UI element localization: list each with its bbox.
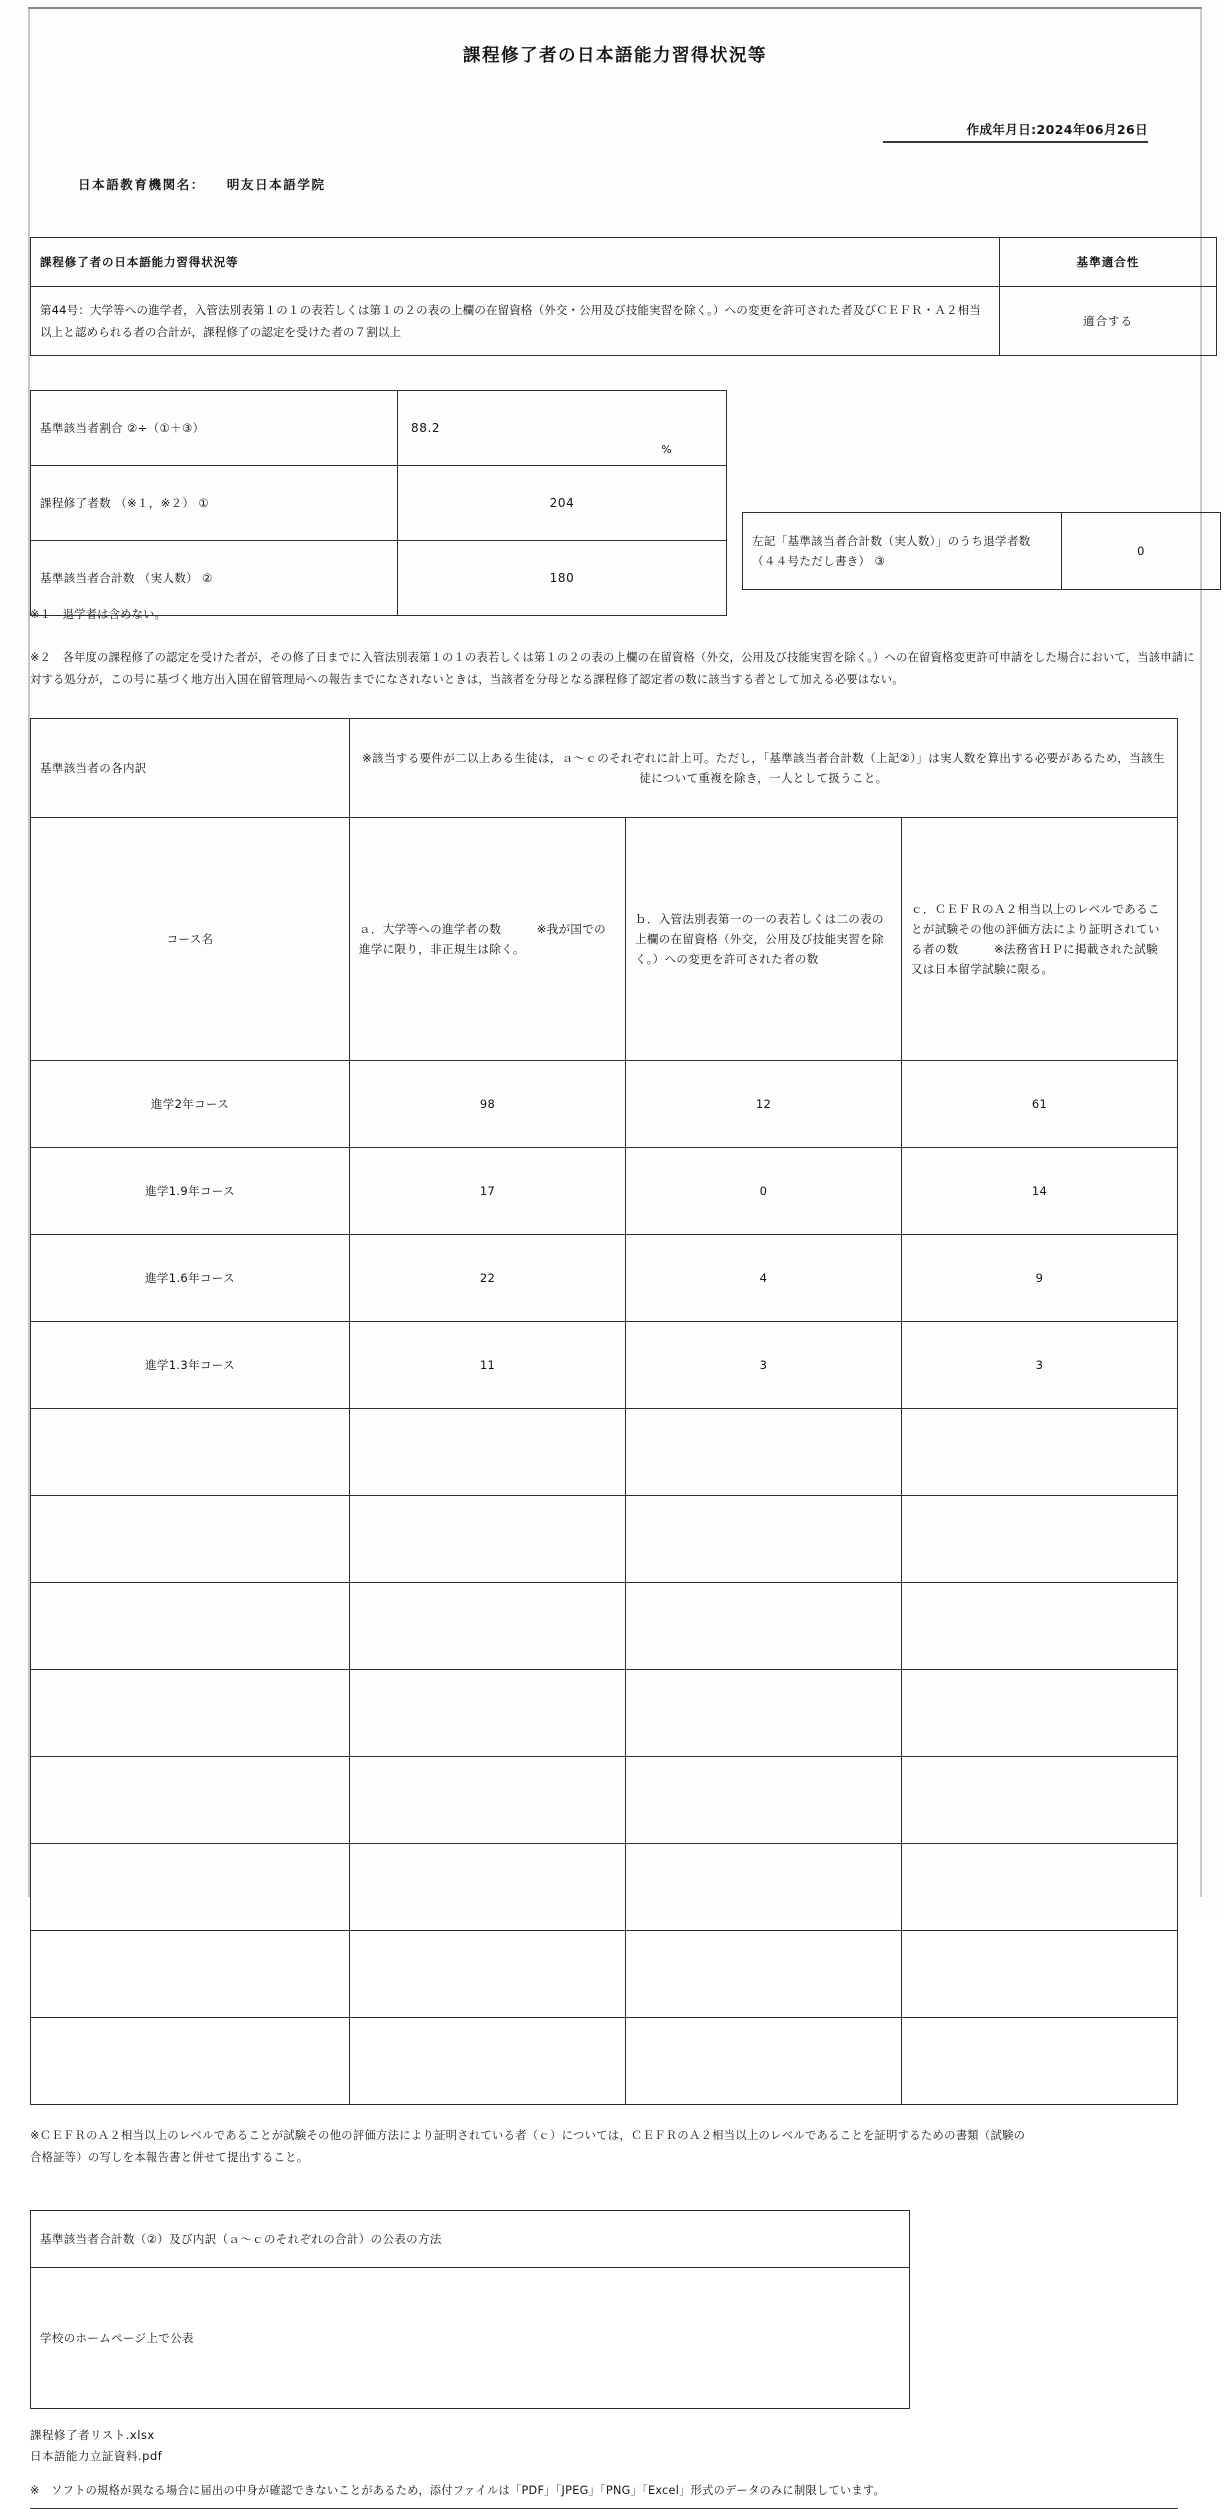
attachment-file-2: 日本語能力立証資料.pdf xyxy=(30,2446,1200,2467)
note-1: ※１ 退学者は含めない。 xyxy=(30,604,1200,627)
criteria-header-row xyxy=(31,238,1217,287)
breakdown-title-row xyxy=(31,718,1178,817)
course-c-value: 14 xyxy=(902,1147,1178,1234)
attachments-block xyxy=(30,2425,1200,2468)
withdrawn-value: 0 xyxy=(1062,513,1221,590)
breakdown-col-c: ｃ．ＣＥＦＲのＡ２相当以上のレベルであることが試験その他の評価方法により証明されている者の数 ※法務省ＨＰに掲載された試験又は日本留学試験に限る。 xyxy=(902,817,1178,1060)
course-name: 進学1.3年コース xyxy=(31,1321,350,1408)
course-c-value xyxy=(902,1930,1178,2017)
percent-sign: % xyxy=(661,440,672,459)
breakdown-header-row xyxy=(31,817,1178,1060)
withdrawn-row xyxy=(743,513,1221,590)
document-sheet xyxy=(30,10,1200,2509)
criteria-header-left: 課程修了者の日本語能力習得状況等 xyxy=(31,238,1000,287)
table-row xyxy=(31,1234,1178,1321)
course-c-value: 3 xyxy=(902,1321,1178,1408)
breakdown-col-b: ｂ．入管法別表第一の一の表若しくは二の表の上欄の在留資格（外交，公用及び技能実習を除く。）への変更を許可された者の数 xyxy=(626,817,902,1060)
course-name xyxy=(31,2017,350,2104)
criteria-table xyxy=(30,237,1217,356)
table-row xyxy=(31,1321,1178,1408)
creation-date-label: 作成年月日: xyxy=(967,122,1037,137)
publication-header: 基準該当者合計数（②）及び内訳（ａ〜ｃのそれぞれの合計）の公表の方法 xyxy=(31,2210,910,2267)
course-name: 進学1.9年コース xyxy=(31,1147,350,1234)
table-row xyxy=(31,1582,1178,1669)
note-2: ※２ 各年度の課程修了の認定を受けた者が，その修了日までに入管法別表第１の１の表若しくは第１の２の表の上欄の在留資格（外交，公用及び技能実習を除く。）への在留資格変更許可申請をした場合において，当該申請に対する処分が，この号に基づく地方出入国在留管理局への報告までになされないときは，当該者を分母となる課程修了認定者の数に該当する者として加える必要はない。 xyxy=(30,647,1200,692)
withdrawn-table xyxy=(742,512,1221,590)
course-b-value xyxy=(626,1930,902,2017)
breakdown-col-a: ａ．大学等への進学者の数 ※我が国での進学に限り，非正規生は除く。 xyxy=(350,817,626,1060)
course-name: 進学2年コース xyxy=(31,1060,350,1147)
course-c-value: 61 xyxy=(902,1060,1178,1147)
course-a-value: 11 xyxy=(350,1321,626,1408)
breakdown-table xyxy=(30,718,1178,2105)
criteria-body-row xyxy=(31,287,1217,356)
page-title: 課程修了者の日本語能力習得状況等 xyxy=(30,42,1200,67)
completers-label: 課程修了者数 （※１，※２） ① xyxy=(31,466,398,541)
cefr-footnote: ※ＣＥＦＲのＡ２相当以上のレベルであることが試験その他の評価方法により証明されている者（ｃ）については，ＣＥＦＲのＡ２相当以上のレベルであることを証明するための書類（試験の合格証等）の写しを本報告書と併せて提出すること。 xyxy=(30,2125,1030,2170)
course-name xyxy=(31,1930,350,2017)
course-a-value xyxy=(350,1669,626,1756)
course-name xyxy=(31,1669,350,1756)
course-b-value xyxy=(626,1756,902,1843)
breakdown-note: ※該当する要件が二以上ある生徒は，ａ〜ｃのそれぞれに計上可。ただし，「基準該当者合計数（上記②）」は実人数を算出する必要があるため，当該生徒について重複を除き，一人として扱うこと。 xyxy=(350,718,1178,817)
course-c-value xyxy=(902,1408,1178,1495)
publication-header-row xyxy=(31,2210,910,2267)
table-row xyxy=(31,1408,1178,1495)
course-name xyxy=(31,1582,350,1669)
course-a-value: 22 xyxy=(350,1234,626,1321)
course-c-value xyxy=(902,1843,1178,1930)
qualified-label: 基準該当者合計数 （実人数） ② xyxy=(31,541,398,616)
creation-date-block xyxy=(30,119,1200,143)
course-b-value: 0 xyxy=(626,1147,902,1234)
course-b-value: 3 xyxy=(626,1321,902,1408)
course-b-value: 12 xyxy=(626,1060,902,1147)
table-row xyxy=(31,1147,1178,1234)
criteria-body-text: 第44号：大学等への進学者，入管法別表第１の１の表若しくは第１の２の表の上欄の在留資格（外交・公用及び技能実習を除く。）への変更を許可された者及びＣＥＦＲ・Ａ２相当以上と認められる者の合計が，課程修了の認定を受けた者の７割以上 xyxy=(31,287,1000,356)
course-c-value xyxy=(902,1582,1178,1669)
ratio-value-cell xyxy=(398,391,727,466)
course-a-value xyxy=(350,1495,626,1582)
table-row xyxy=(31,1756,1178,1843)
course-b-value: 4 xyxy=(626,1234,902,1321)
table-row xyxy=(31,1669,1178,1756)
course-c-value xyxy=(902,1669,1178,1756)
qualified-value-cell xyxy=(398,541,727,616)
ratio-row xyxy=(31,391,727,466)
course-c-value xyxy=(902,2017,1178,2104)
course-a-value xyxy=(350,2017,626,2104)
course-name: 進学1.6年コース xyxy=(31,1234,350,1321)
course-b-value xyxy=(626,1582,902,1669)
course-b-value xyxy=(626,1408,902,1495)
course-name xyxy=(31,1843,350,1930)
table-row xyxy=(31,1495,1178,1582)
course-b-value xyxy=(626,2017,902,2104)
qualified-value: 180 xyxy=(407,568,717,589)
institution-line xyxy=(30,175,1200,193)
attachment-file-1: 課程修了者リスト.xlsx xyxy=(30,2425,1200,2446)
ratio-value: 88.2 xyxy=(407,418,717,439)
course-a-value xyxy=(350,1843,626,1930)
course-c-value xyxy=(902,1495,1178,1582)
qualified-row xyxy=(31,541,727,616)
breakdown-title: 基準該当者の各内訳 xyxy=(31,718,350,817)
date-underline xyxy=(883,141,1148,143)
table-row xyxy=(31,1843,1178,1930)
course-name xyxy=(31,1495,350,1582)
table-row xyxy=(31,1930,1178,2017)
course-a-value xyxy=(350,1930,626,2017)
completers-value-cell xyxy=(398,466,727,541)
course-c-value: 9 xyxy=(902,1234,1178,1321)
course-name xyxy=(31,1756,350,1843)
course-a-value xyxy=(350,1582,626,1669)
course-a-value: 17 xyxy=(350,1147,626,1234)
breakdown-col-course: コース名 xyxy=(31,817,350,1060)
criteria-header-right: 基準適合性 xyxy=(1000,238,1217,287)
institution-name: 明友日本語学院 xyxy=(227,177,326,192)
statistics-table xyxy=(30,390,727,616)
course-c-value xyxy=(902,1756,1178,1843)
creation-date-value: 2024年06月26日 xyxy=(1037,122,1148,137)
publication-body-row xyxy=(31,2267,910,2408)
course-name xyxy=(31,1408,350,1495)
table-row xyxy=(31,2017,1178,2104)
notes-block xyxy=(30,604,1200,692)
course-b-value xyxy=(626,1495,902,1582)
table-row xyxy=(31,1060,1178,1147)
publication-table xyxy=(30,2210,910,2409)
ratio-label: 基準該当者割合 ②÷（①＋③） xyxy=(31,391,398,466)
course-a-value xyxy=(350,1756,626,1843)
course-a-value: 98 xyxy=(350,1060,626,1147)
course-b-value xyxy=(626,1843,902,1930)
course-b-value xyxy=(626,1669,902,1756)
completers-row xyxy=(31,466,727,541)
course-a-value xyxy=(350,1408,626,1495)
completers-value: 204 xyxy=(407,493,717,514)
footer-note: ※ ソフトの規格が異なる場合に届出の中身が確認できないことがあるため，添付ファイルは「PDF」「JPEG」「PNG」「Excel」形式のデータのみに制限しています。 xyxy=(30,2482,1200,2498)
criteria-compliance-value: 適合する xyxy=(1000,287,1217,356)
institution-label: 日本語教育機関名： xyxy=(78,177,205,192)
withdrawn-label: 左記「基準該当者合計数（実人数）」のうち退学者数（４４号ただし書き） ③ xyxy=(743,513,1062,590)
scan-edge-top xyxy=(28,7,1202,9)
publication-method: 学校のホームページ上で公表 xyxy=(31,2267,910,2408)
statistics-block xyxy=(30,390,1200,582)
